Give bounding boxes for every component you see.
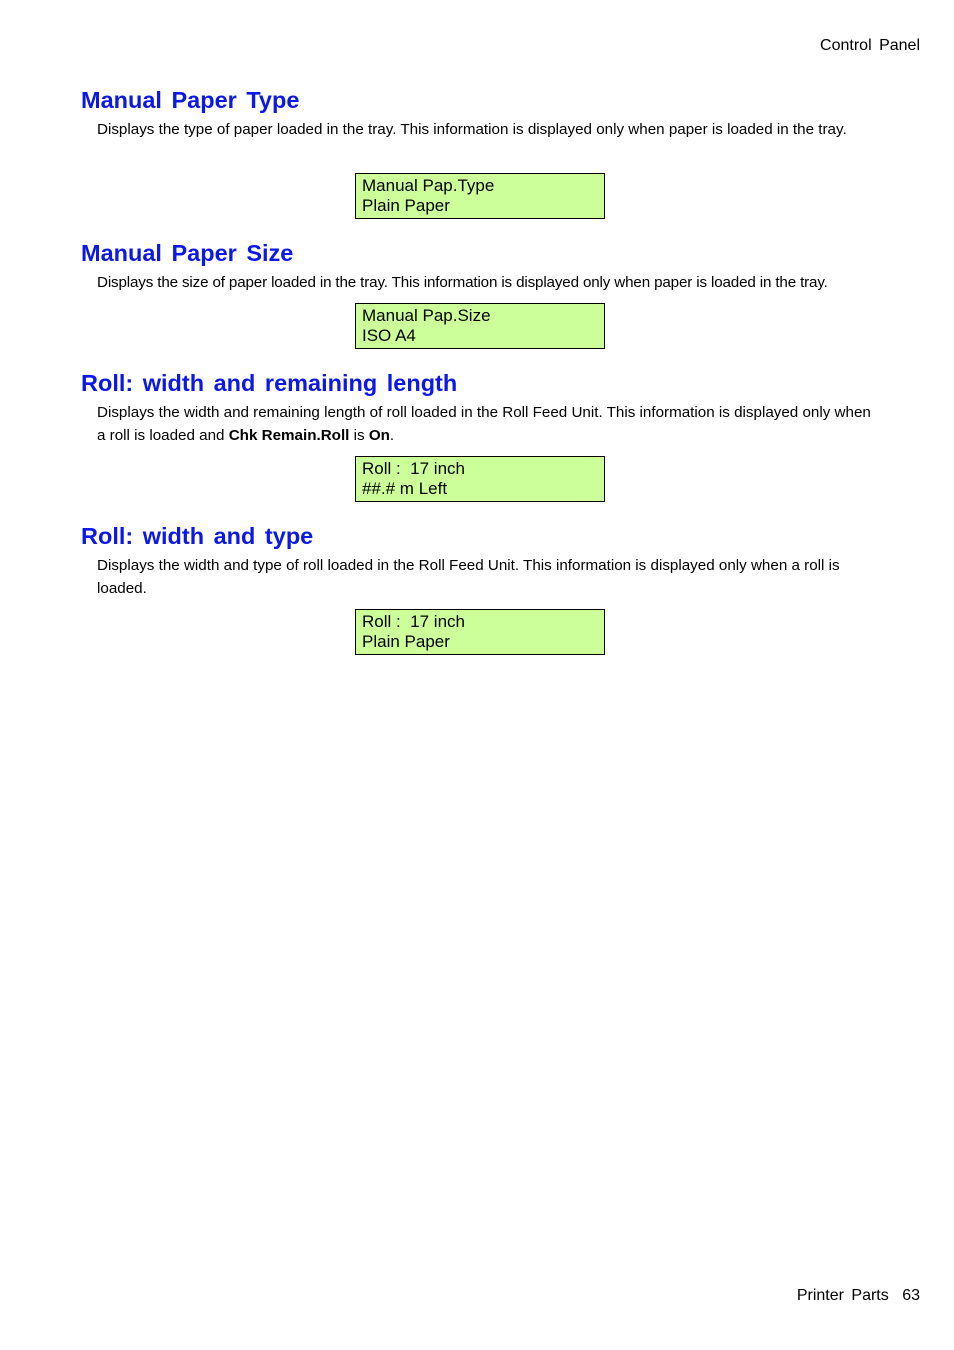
lcd-display-roll-type — [355, 609, 605, 655]
lcd-line-2: Plain Paper — [362, 196, 450, 215]
section-manual-paper-type — [81, 86, 881, 141]
setting-name-chk-remain-roll: Chk Remain.Roll — [228, 427, 350, 444]
setting-value-on: On — [368, 427, 390, 444]
footer-chapter: Printer Parts — [796, 1287, 889, 1304]
section-heading: Manual Paper Size — [81, 240, 294, 266]
section-roll-width-type — [81, 522, 881, 600]
section-heading: Roll: width and remaining length — [81, 370, 458, 396]
lcd-line-2: ##.# m Left — [362, 479, 448, 498]
lcd-display-manual-paper-size — [355, 303, 605, 349]
section-description — [97, 401, 881, 447]
description-text: is — [349, 427, 369, 444]
lcd-line-1: Roll : 17 inch — [362, 612, 465, 631]
section-description: Displays the width and type of roll loaded in the Roll Feed Unit. This information is displayed only when a roll is loaded. — [97, 557, 840, 597]
description-text: Displays the width and remaining length of roll loaded in the Roll Feed Unit. This information is displayed only when a roll is loaded and — [97, 404, 871, 444]
section-heading: Manual Paper Type — [81, 87, 300, 113]
section-roll-width-remaining-length — [81, 369, 881, 447]
section-description: Displays the size of paper loaded in the tray. This information is displayed only when paper is loaded in the tray. — [97, 274, 828, 291]
page-number: 63 — [902, 1287, 920, 1304]
section-description: Displays the type of paper loaded in the tray. This information is displayed only when paper is loaded in the tray. — [97, 121, 847, 138]
lcd-display-roll-remaining — [355, 456, 605, 502]
lcd-display-manual-paper-type — [355, 173, 605, 219]
section-manual-paper-size — [81, 239, 881, 294]
lcd-line-2: ISO A4 — [362, 326, 416, 345]
description-text: . — [389, 427, 395, 444]
lcd-line-2: Plain Paper — [362, 632, 450, 651]
section-heading: Roll: width and type — [81, 523, 314, 549]
running-header: Control Panel — [820, 37, 920, 54]
running-footer — [797, 1287, 920, 1305]
lcd-line-1: Roll : 17 inch — [362, 459, 465, 478]
lcd-line-1: Manual Pap.Size — [362, 306, 491, 325]
lcd-line-1: Manual Pap.Type — [362, 176, 495, 195]
